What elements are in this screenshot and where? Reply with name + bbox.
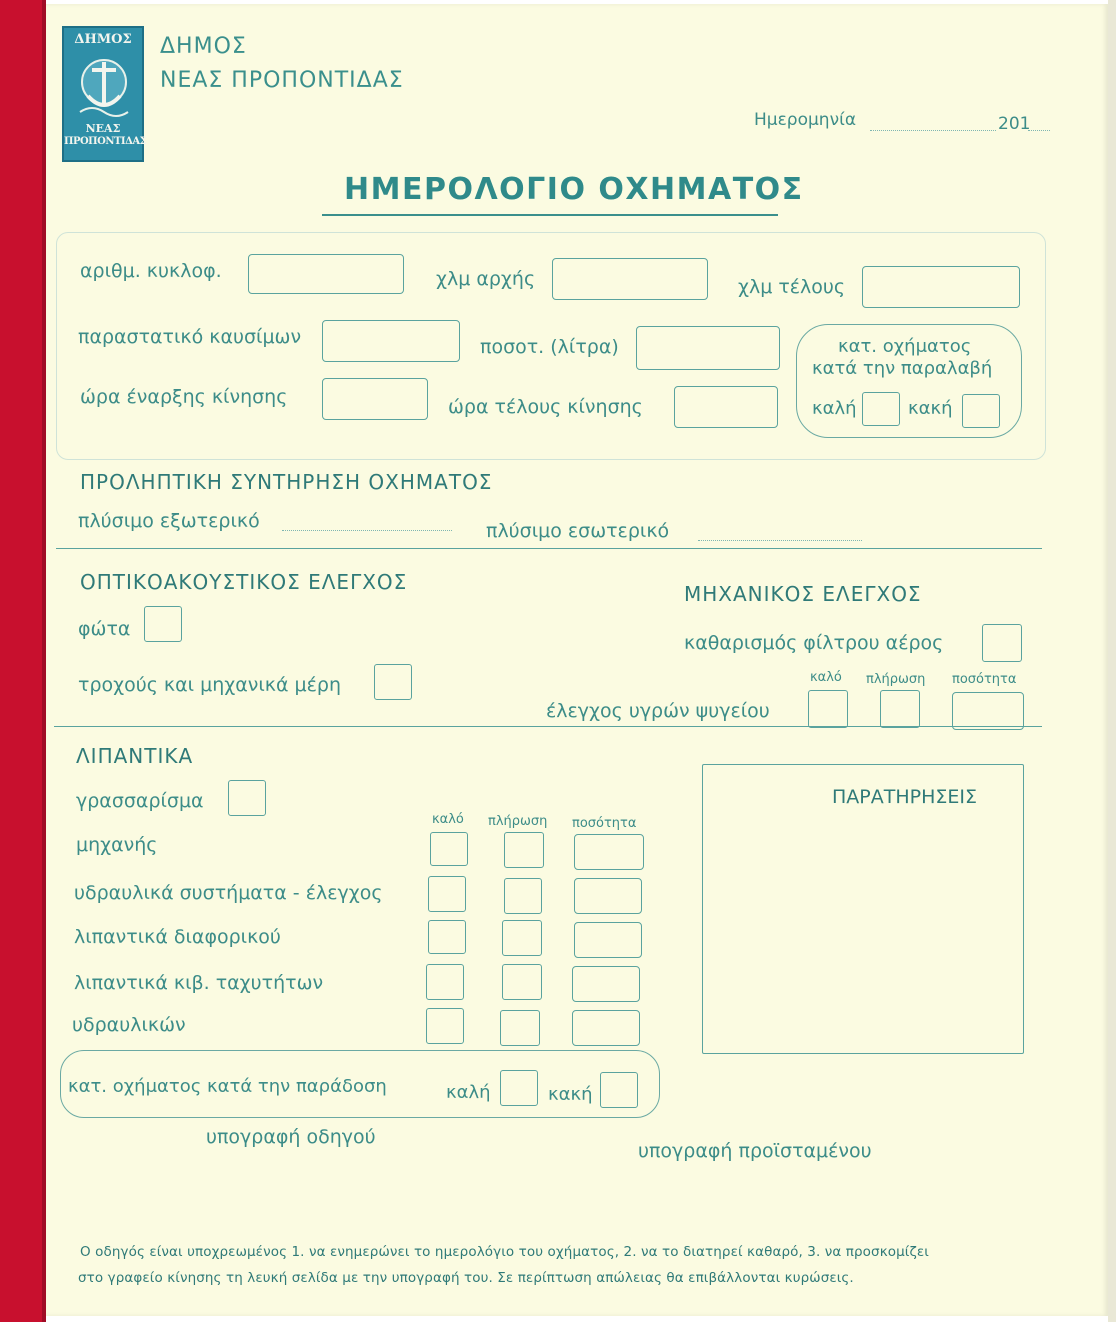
lubricants-heading: ΛΙΠΑΝΤΙΚΑ bbox=[76, 744, 194, 768]
km-start-label: χλμ αρχής bbox=[436, 268, 536, 290]
mech-col-fill: πλήρωση bbox=[866, 672, 926, 687]
km-end-input[interactable] bbox=[862, 266, 1020, 308]
driver-signature-label: υπογραφή οδηγού bbox=[206, 1126, 376, 1148]
pickup-good-label: καλή bbox=[812, 398, 857, 419]
lub-col-fill: πλήρωση bbox=[488, 814, 548, 829]
lub-row-qty-input[interactable] bbox=[574, 878, 642, 914]
logo-bottom-text-1: ΝΕΑΣ bbox=[85, 122, 121, 135]
lub-row-qty-input[interactable] bbox=[572, 1010, 640, 1046]
lub-col-good: καλό bbox=[432, 812, 464, 827]
lub-row-good-checkbox[interactable] bbox=[430, 832, 468, 866]
lub-row-label: λιπαντικά κιβ. ταχυτήτων bbox=[74, 972, 324, 994]
municipality-name-line1: ΔΗΜΟΣ bbox=[160, 34, 247, 59]
lub-row-qty-input[interactable] bbox=[574, 922, 642, 958]
greasing-checkbox[interactable] bbox=[228, 780, 266, 816]
plate-input[interactable] bbox=[248, 254, 404, 294]
lub-row-label: υδραυλικά συστήματα - έλεγχος bbox=[74, 882, 383, 904]
end-time-input[interactable] bbox=[674, 386, 778, 428]
delivery-good-checkbox[interactable] bbox=[500, 1070, 538, 1106]
greasing-label: γρασσαρίσμα bbox=[76, 790, 204, 812]
preventive-heading: ΠΡΟΛΗΠΤΙΚΗ ΣΥΝΤΗΡΗΣΗ ΟΧΗΜΑΤΟΣ bbox=[80, 470, 493, 494]
coolant-fill-checkbox[interactable] bbox=[880, 690, 920, 728]
end-time-label: ώρα τέλους κίνησης bbox=[448, 396, 643, 418]
quantity-label: ποσοτ. (λίτρα) bbox=[480, 336, 619, 358]
logo-bottom-text-2: ΠΡΟΠΟΝΤΙΔΑΣ bbox=[64, 136, 147, 147]
mech-col-qty: ποσότητα bbox=[952, 672, 1017, 687]
lub-col-qty: ποσότητα bbox=[572, 816, 637, 831]
title-underline bbox=[322, 214, 778, 216]
delivery-good-label: καλή bbox=[446, 1082, 491, 1103]
wheels-label: τροχούς και μηχανικά μέρη bbox=[78, 674, 341, 696]
start-time-label: ώρα έναρξης κίνησης bbox=[80, 386, 288, 408]
logo-top-text: ΔΗΜΟΣ bbox=[74, 32, 132, 47]
lights-checkbox[interactable] bbox=[144, 606, 182, 642]
air-filter-label: καθαρισμός φίλτρου αέρος bbox=[684, 632, 944, 654]
pickup-bad-label: κακή bbox=[908, 398, 953, 419]
fuel-doc-label: παραστατικό καυσίμων bbox=[78, 326, 302, 348]
lub-row-good-checkbox[interactable] bbox=[426, 964, 464, 1000]
lub-row-good-checkbox[interactable] bbox=[428, 876, 466, 912]
lub-row-label: λιπαντικά διαφορικού bbox=[74, 926, 281, 948]
lub-row-fill-checkbox[interactable] bbox=[504, 832, 544, 868]
quantity-input[interactable] bbox=[636, 326, 780, 370]
lub-row-qty-input[interactable] bbox=[574, 834, 644, 870]
pickup-condition-line2: κατά την παραλαβή bbox=[812, 358, 993, 379]
start-time-input[interactable] bbox=[322, 378, 428, 420]
mechanical-check-heading: ΜΗΧΑΝΙΚΟΣ ΕΛΕΓΧΟΣ bbox=[684, 582, 922, 606]
visual-check-heading: ΟΠΤΙΚΟΑΚΟΥΣΤΙΚΟΣ ΕΛΕΓΧΟΣ bbox=[80, 570, 408, 594]
wash-exterior-field[interactable] bbox=[282, 530, 452, 531]
pickup-condition-line1: κατ. οχήματος bbox=[838, 336, 972, 357]
date-field[interactable] bbox=[870, 130, 996, 131]
divider-1 bbox=[56, 548, 1042, 549]
delivery-bad-checkbox[interactable] bbox=[600, 1072, 638, 1108]
delivery-condition-label: κατ. οχήματος κατά την παράδοση bbox=[68, 1076, 387, 1097]
page-edge bbox=[1108, 0, 1116, 1322]
pickup-good-checkbox[interactable] bbox=[862, 392, 900, 426]
delivery-bad-label: κακή bbox=[548, 1084, 593, 1105]
municipality-logo bbox=[62, 26, 147, 162]
lights-label: φώτα bbox=[78, 618, 131, 640]
fuel-doc-input[interactable] bbox=[322, 320, 460, 362]
mech-col-good: καλό bbox=[810, 670, 842, 685]
km-end-label: χλμ τέλους bbox=[738, 276, 846, 298]
footer-note-line1: Ο οδηγός είναι υποχρεωμένος 1. να ενημερώνει το ημερολόγιο του οχήματος, 2. να το διατηρεί καθαρό, 3. να προσκομίζει bbox=[80, 1244, 929, 1260]
lub-row-fill-checkbox[interactable] bbox=[504, 878, 542, 914]
anchor-icon bbox=[74, 52, 134, 122]
divider-2 bbox=[54, 726, 1042, 727]
lub-row-good-checkbox[interactable] bbox=[426, 1008, 464, 1044]
date-label: Ημερομηνία bbox=[754, 110, 857, 130]
lub-row-label: υδραυλικών bbox=[72, 1014, 186, 1036]
coolant-label: έλεγχος υγρών ψυγείου bbox=[546, 700, 770, 722]
red-binding-strip bbox=[0, 0, 46, 1322]
supervisor-signature-label: υπογραφή προϊσταμένου bbox=[638, 1140, 872, 1162]
lub-row-fill-checkbox[interactable] bbox=[500, 1010, 540, 1046]
lub-row-label: μηχανής bbox=[76, 834, 158, 856]
date-year: 201 bbox=[998, 114, 1031, 134]
municipality-name-line2: ΝΕΑΣ ΠΡΟΠΟΝΤΙΔΑΣ bbox=[160, 68, 404, 93]
lub-row-fill-checkbox[interactable] bbox=[502, 964, 542, 1000]
wheels-checkbox[interactable] bbox=[374, 664, 412, 700]
coolant-good-checkbox[interactable] bbox=[808, 690, 848, 728]
wash-exterior-label: πλύσιμο εξωτερικό bbox=[78, 510, 260, 532]
footer-note-line2: στο γραφείο κίνησης τη λευκή σελίδα με την υπογραφή του. Σε περίπτωση απώλειας θα επιβάλλονται κυρώσεις. bbox=[78, 1270, 854, 1286]
km-start-input[interactable] bbox=[552, 258, 708, 300]
wash-interior-field[interactable] bbox=[698, 540, 862, 541]
lub-row-fill-checkbox[interactable] bbox=[502, 920, 542, 956]
pickup-bad-checkbox[interactable] bbox=[962, 394, 1000, 428]
remarks-heading: ΠΑΡΑΤΗΡΗΣΕΙΣ bbox=[832, 786, 977, 808]
lub-row-qty-input[interactable] bbox=[572, 966, 640, 1002]
wash-interior-label: πλύσιμο εσωτερικό bbox=[486, 520, 670, 542]
air-filter-checkbox[interactable] bbox=[982, 624, 1022, 662]
lub-row-good-checkbox[interactable] bbox=[428, 920, 466, 954]
plate-label: αριθμ. κυκλοφ. bbox=[80, 260, 222, 282]
page-title: ΗΜΕΡΟΛΟΓΙΟ ΟΧΗΜΑΤΟΣ bbox=[344, 172, 804, 207]
coolant-qty-input[interactable] bbox=[952, 692, 1024, 730]
date-year-field[interactable] bbox=[1028, 130, 1050, 131]
